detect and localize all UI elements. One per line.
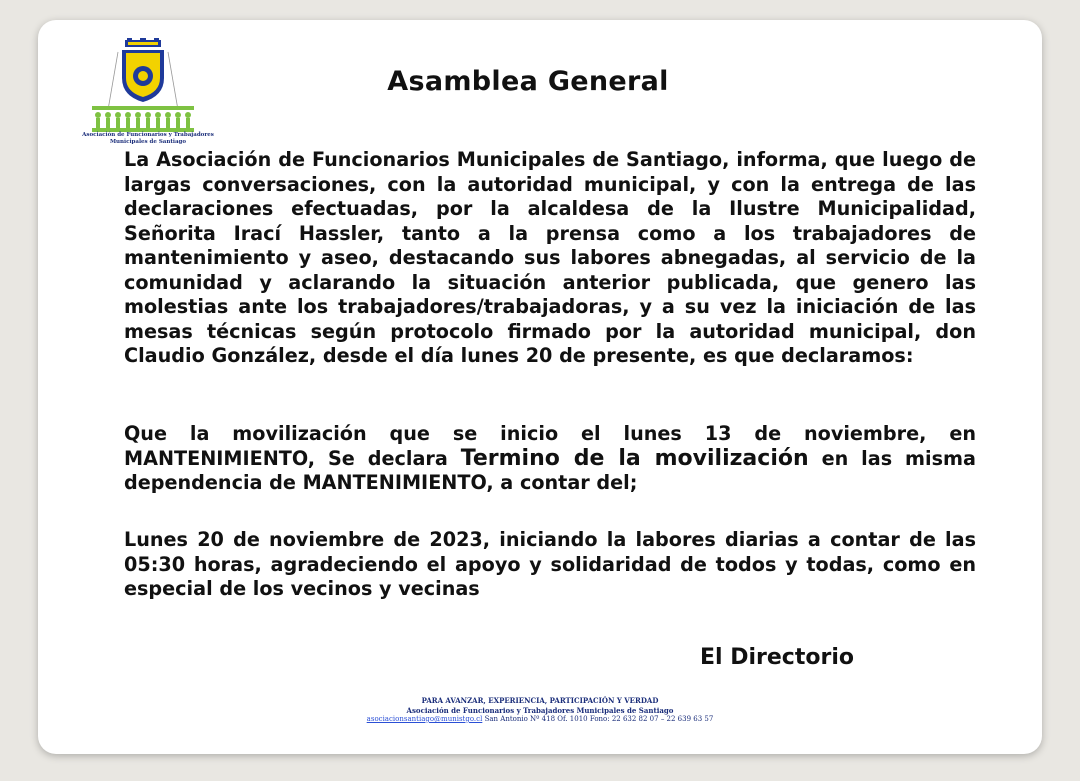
paragraph-announcement: La Asociación de Funcionarios Municipales de Santiago, informa, que luego de largas conversaciones, con la autoridad municipal, y con la entrega de las declaraciones efectuadas, por la alcaldesa de la Ilustre Municipalidad, Señorita Irací Hassler, tanto a la prensa como a los trabajadores de mantenimiento y aseo, destacando sus labores abnegadas, al servicio de la comunidad y aclarando la situación anterior publicada, que genero las molestias ante los trabajadores/trabajadoras, y a su vez la iniciación de las mesas técnicas según protocolo firmado por la autoridad municipal, don Claudio González, desde el día lunes 20 de presente, es que declaramos: bbox=[124, 148, 976, 367]
logo-caption-line1: Asociación de Funcionarios y Trabajadores bbox=[82, 132, 214, 138]
footer-email-link[interactable]: asociacionsantiago@munistgo.cl bbox=[366, 715, 483, 723]
document-page bbox=[38, 20, 1042, 754]
declaration-text-end: en las misma dependencia de MANTENIMIENTO, a contar del; bbox=[124, 446, 976, 494]
declaration-text-start: Que la movilización que se inicio el lunes 13 de noviembre, en MANTENIMIENTO, Se declara bbox=[124, 422, 976, 470]
logo-caption bbox=[78, 132, 218, 146]
footer bbox=[38, 696, 1042, 725]
signature: El Directorio bbox=[700, 645, 854, 670]
logo-caption-line2: Municipales de Santiago bbox=[109, 139, 187, 145]
footer-org-name: Asociación de Funcionarios y Trabajadores Municipales de Santiago bbox=[406, 705, 674, 715]
association-logo-icon bbox=[88, 38, 198, 136]
footer-address: San Antonio Nº 418 Of. 1010 Fono: 22 632 82 07 – 22 639 63 57 bbox=[484, 715, 714, 723]
footer-contact bbox=[38, 715, 1042, 725]
paragraph-declaration bbox=[124, 422, 976, 496]
paragraph-resumption: Lunes 20 de noviembre de 2023, iniciando la labores diarias a contar de las 05:30 horas, agradeciendo el apoyo y solidaridad de todos y todas, como en especial de los vecinos y vecinas bbox=[124, 528, 976, 600]
document-title: Asamblea General bbox=[387, 66, 669, 97]
footer-motto: PARA AVANZAR, EXPERIENCIA, PARTICIPACIÓN Y VERDAD bbox=[421, 696, 659, 705]
declaration-emphasis: Termino de la movilización bbox=[460, 445, 809, 471]
